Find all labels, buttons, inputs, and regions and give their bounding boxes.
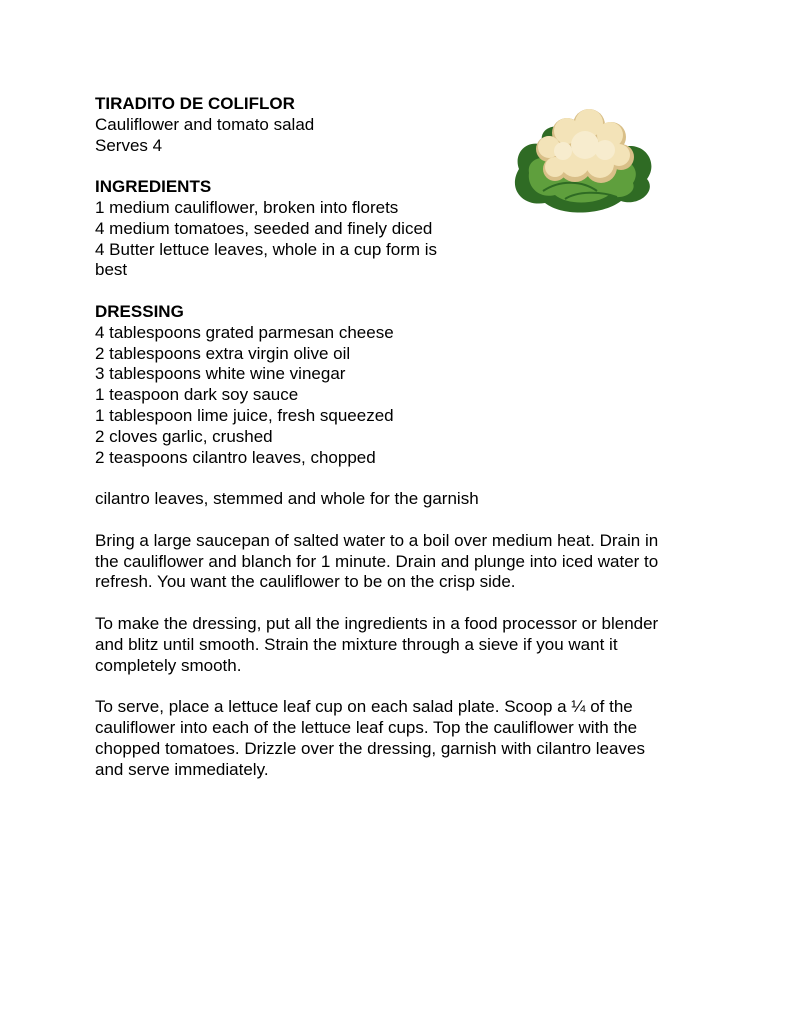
- dressing-item: 1 teaspoon dark soy sauce: [95, 385, 299, 405]
- spacer: [95, 510, 725, 531]
- ingredient-item: 4 medium tomatoes, seeded and finely diced: [95, 218, 433, 238]
- dressing-heading: DRESSING: [95, 301, 184, 321]
- recipe-title: TIRADITO DE COLIFLOR: [95, 94, 295, 113]
- step-1-line: Bring a large saucepan of salted water to a boil over medium heat. Drain in: [95, 530, 659, 550]
- dressing-item: 3 tablespoons white wine vinegar: [95, 364, 346, 384]
- dressing-item: 2 teaspoons cilantro leaves, chopped: [95, 447, 376, 467]
- spacer: [95, 281, 725, 302]
- spacer: [95, 676, 725, 697]
- garnish-note: cilantro leaves, stemmed and whole for the garnish: [95, 489, 479, 509]
- dressing-item: 2 cloves garlic, crushed: [95, 426, 273, 446]
- step-1-line: refresh. You want the cauliflower to be on the crisp side.: [95, 572, 516, 592]
- step-2-line: To make the dressing, put all the ingredients in a food processor or blender: [95, 613, 659, 633]
- spacer: [95, 593, 725, 614]
- spacer: [95, 468, 725, 489]
- dressing-item: 2 tablespoons extra virgin olive oil: [95, 343, 351, 363]
- step-3-line: and serve immediately.: [95, 759, 269, 779]
- dressing-item: 1 tablespoon lime juice, fresh squeezed: [95, 405, 394, 425]
- step-1-line: the cauliflower and blanch for 1 minute. Drain and plunge into iced water to: [95, 551, 659, 571]
- dressing-item: 4 tablespoons grated parmesan cheese: [95, 322, 394, 342]
- step-2-line: and blitz until smooth. Strain the mixture through a sieve if you want it: [95, 634, 618, 654]
- ingredients-heading: INGREDIENTS: [95, 177, 212, 197]
- ingredient-item: 1 medium cauliflower, broken into florets: [95, 197, 399, 217]
- ingredient-item: 4 Butter lettuce leaves, whole in a cup form is: [95, 239, 438, 259]
- step-3-line: chopped tomatoes. Drizzle over the dressing, garnish with cilantro leaves: [95, 738, 645, 758]
- step-3-line: To serve, place a lettuce leaf cup on each salad plate. Scoop a ¼ of the: [95, 697, 633, 717]
- recipe-subtitle: Cauliflower and tomato salad: [95, 114, 315, 134]
- cauliflower-icon: [505, 95, 660, 220]
- step-3-line: cauliflower into each of the lettuce leaf cups. Top the cauliflower with the: [95, 717, 638, 737]
- step-2-line: completely smooth.: [95, 655, 242, 675]
- serves-count: Serves 4: [95, 135, 163, 155]
- ingredient-item: best: [95, 260, 128, 280]
